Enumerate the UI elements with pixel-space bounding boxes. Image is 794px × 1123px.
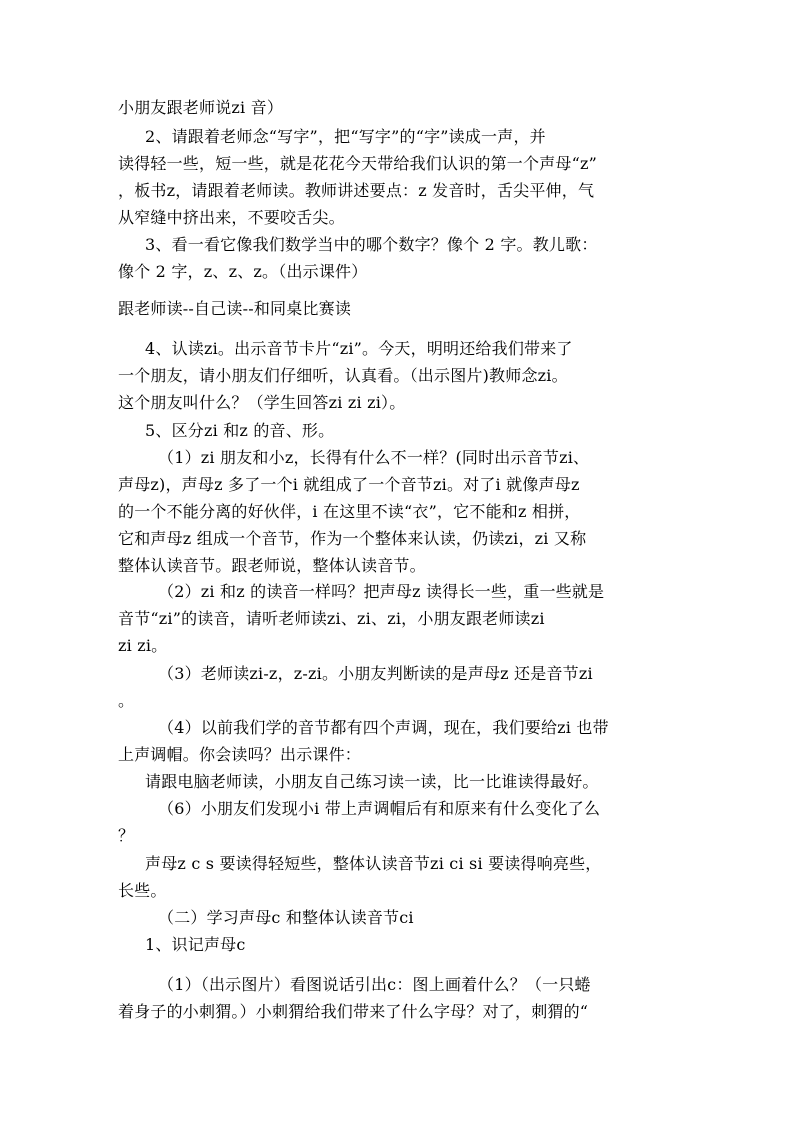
text-line: （6）小朋友们发现小i 带上声调帽后有和原来有什么变化了么 [158, 799, 601, 818]
text-line: （3）老师读zi-z，z-zi。小朋友判断读的是声母z 还是音节zi [158, 664, 593, 683]
text-line: 跟老师读--自己读--和同桌比赛读 [118, 299, 352, 318]
text-line: 声母z c s 要读得轻短些，整体认读音节zi ci si 要读得响亮些， [145, 854, 602, 873]
text-line: 整体认读音节。跟老师说，整体认读音节。 [118, 556, 426, 575]
text-line: （二）学习声母c 和整体认读音节ci [158, 908, 414, 927]
text-line: （2）zi 和z 的读音一样吗？把声母z 读得长一些，重一些就是 [158, 582, 605, 601]
text-line: 这个朋友叫什么？（学生回答zi zi zi）。 [118, 393, 406, 412]
text-line: 2、请跟着老师念“写字”，把“写字”的“字”读成一声，并 [145, 127, 546, 146]
text-line: 的一个不能分离的好伙伴，i 在这里不读“衣”，它不能和z 相拼， [118, 502, 581, 521]
text-line: zi zi。 [118, 636, 168, 655]
text-line: ，板书z，请跟着老师读。教师讲述要点：z 发音时，舌尖平伸，气 [118, 181, 595, 200]
text-line: 声母z)，声母z 多了一个i 就组成了一个音节zi。对了i 就像声母z [118, 475, 580, 494]
text-line: 3、看一看它像我们数学当中的哪个数字？像个 2 字。教儿歌： [145, 235, 598, 254]
text-line: 1、识记声母c [145, 935, 246, 954]
text-line: ？ [118, 826, 135, 845]
text-line: 一个朋友，请小朋友们仔细听，认真看。（出示图片)教师念zi。 [118, 366, 568, 385]
text-line: 长些。 [118, 881, 167, 900]
text-line: （1）（出示图片）看图说话引出c：图上画着什么？（一只蜷 [158, 975, 591, 994]
text-line: 5、区分zi 和z 的音、形。 [145, 421, 335, 440]
text-line: （4）以前我们学的音节都有四个声调，现在，我们要给zi 也带 [158, 718, 609, 737]
text-line: 它和声母z 组成一个音节，作为一个整体来认读，仍读zi，zi 又称 [118, 529, 587, 548]
text-line: 像个 2 字，z、z、z。（出示课件） [118, 262, 368, 281]
text-line: （1）zi 朋友和小z，长得有什么不一样？(同时出示音节zi、 [158, 448, 590, 467]
text-line: 读得轻一些，短一些，就是花花今天带给我们认识的第一个声母“z” [118, 154, 597, 173]
text-line: 音节“zi”的读音，请听老师读zi、zi、zi，小朋友跟老师读zi [118, 609, 545, 628]
text-line: 从窄缝中挤出来，不要咬舌尖。 [118, 208, 345, 227]
text-line: 。 [118, 691, 135, 710]
text-line: 小朋友跟老师说zi 音） [118, 98, 284, 117]
text-line: 4、认读zi。出示音节卡片“zi”。今天，明明还给我们带来了 [145, 339, 573, 358]
text-line: 请跟电脑老师读，小朋友自己练习读一读，比一比谁读得最好。 [145, 772, 599, 791]
text-line: 上声调帽。你会读吗？出示课件： [118, 745, 362, 764]
text-line: 着身子的小刺猬。）小刺猬给我们带来了什么字母？对了，刺猬的“ [118, 1002, 589, 1021]
